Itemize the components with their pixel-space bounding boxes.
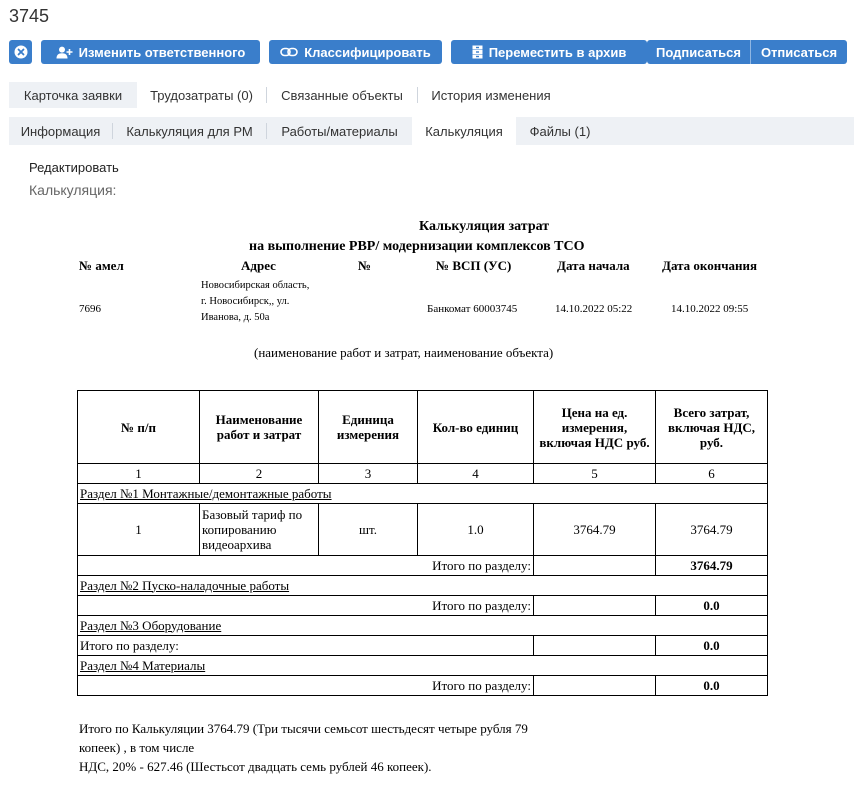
classify-button[interactable] [269, 40, 442, 64]
column-number: 1 [78, 464, 200, 484]
change-responsible-label: Изменить ответственного [78, 44, 246, 60]
page-title: 3745 [9, 6, 50, 26]
item-name: Базовый тариф по копированию видеоархива [200, 504, 319, 556]
column-number-row [78, 464, 768, 484]
document-subtitle: на выполнение РВР/ модернизации комплексов ТСО [249, 239, 585, 254]
tab-related-objects[interactable]: Связанные объекты [281, 87, 403, 103]
add-user-icon [56, 46, 73, 59]
section-row [78, 656, 768, 676]
close-circle-icon [14, 45, 28, 59]
summary-total: Итого по Калькуляции 3764.79 (Три тысячи семьсот шестьдесят четыре рубля 79 копеек) , в том числе [79, 721, 528, 755]
column-number: 4 [418, 464, 534, 484]
table-header-row [78, 391, 768, 464]
column-header: Цена на ед. измерения, включая НДС руб. [534, 391, 656, 464]
column-header: Наименование работ и затрат [200, 391, 319, 464]
subtotal-label: Итого по разделу: [78, 676, 534, 696]
unsubscribe-label: Отписаться [760, 44, 838, 60]
subtotal-row [78, 676, 768, 696]
section-title: Раздел №1 Монтажные/демонтажные работы [80, 485, 332, 501]
item-total: 3764.79 [656, 504, 768, 556]
header-vsp: № ВСП (УС) [436, 258, 512, 273]
empty-cell [534, 596, 656, 616]
section-title: Раздел №2 Пуско-наладочные работы [80, 577, 290, 593]
item-number: 1 [78, 504, 200, 556]
empty-cell [534, 556, 656, 576]
amel-value: 7696 [79, 303, 101, 315]
document-title: Калькуляция затрат [419, 219, 550, 234]
item-quantity: 1.0 [418, 504, 534, 556]
tab-rm-calculation[interactable]: Калькуляция для РМ [126, 123, 253, 139]
header-amel: № амел [79, 258, 124, 273]
subscribe-button[interactable] [647, 40, 751, 64]
subtotal-label: Итого по разделу: [78, 596, 534, 616]
header-end-date: Дата окончания [662, 258, 758, 273]
change-responsible-button[interactable] [41, 40, 260, 64]
subtotal-value: 0.0 [656, 636, 768, 656]
calculation-summary [79, 719, 559, 776]
subtotal-row [78, 636, 768, 656]
section-title: Раздел №3 Оборудование [80, 617, 222, 633]
column-number: 5 [534, 464, 656, 484]
header-start-date: Дата начала [557, 258, 630, 273]
section-row [78, 616, 768, 636]
archive-icon [472, 45, 483, 59]
column-number: 3 [319, 464, 418, 484]
subtotal-value: 0.0 [656, 676, 768, 696]
calculation-table [77, 390, 768, 696]
tab-files[interactable]: Файлы (1) [529, 123, 591, 139]
subtotal-label: Итого по разделу: [78, 556, 534, 576]
tab-labor-costs[interactable]: Трудозатраты (0) [150, 87, 253, 103]
calculation-label: Калькуляция: [29, 182, 117, 198]
column-header: Единица измерения [319, 391, 418, 464]
link-icon [280, 47, 298, 57]
item-unit: шт. [319, 504, 418, 556]
main-tabs [9, 82, 854, 108]
column-number: 2 [200, 464, 319, 484]
section-row [78, 576, 768, 596]
header-address: Адрес [241, 258, 276, 273]
tab-request-card[interactable]: Карточка заявки [9, 82, 137, 108]
subtotal-row [78, 556, 768, 576]
subtotal-row [78, 596, 768, 616]
summary-vat: НДС, 20% - 627.46 (Шестьсот двадцать семь рублей 46 копеек). [79, 759, 432, 774]
archive-button[interactable] [451, 40, 647, 64]
column-header: № п/п [78, 391, 200, 464]
empty-cell [534, 636, 656, 656]
end-date-value: 14.10.2022 09:55 [671, 303, 749, 315]
column-header: Кол-во единиц [418, 391, 534, 464]
subtotal-label: Итого по разделу: [78, 636, 534, 656]
subscribe-label: Подписаться [655, 44, 741, 60]
address-value: Новосибирская область, г. Новосибирск,, ул. Иванова, д. 50а [201, 280, 310, 323]
unsubscribe-button[interactable] [751, 40, 847, 64]
vsp-value: Банкомат 60003745 [427, 303, 518, 315]
empty-cell [534, 676, 656, 696]
header-number: № [358, 258, 372, 273]
archive-label: Переместить в архив [488, 44, 627, 60]
tab-calculation[interactable]: Калькуляция [412, 117, 516, 145]
object-caption: (наименование работ и затрат, наименование объекта) [254, 345, 554, 360]
sub-tabs [9, 117, 854, 145]
tab-change-history[interactable]: История изменения [431, 87, 551, 103]
section-row [78, 484, 768, 504]
start-date-value: 14.10.2022 05:22 [555, 303, 633, 315]
tab-info[interactable]: Информация [20, 123, 101, 139]
section-title: Раздел №4 Материалы [80, 657, 206, 673]
item-price: 3764.79 [534, 504, 656, 556]
subtotal-value: 3764.79 [656, 556, 768, 576]
table-row [78, 504, 768, 556]
classify-label: Классифицировать [304, 44, 431, 60]
subtotal-value: 0.0 [656, 596, 768, 616]
column-header: Всего затрат, включая НДС, руб. [656, 391, 768, 464]
close-button[interactable] [9, 40, 32, 64]
edit-link[interactable]: Редактировать [29, 160, 119, 175]
column-number: 6 [656, 464, 768, 484]
tab-works-materials[interactable]: Работы/материалы [281, 123, 398, 139]
